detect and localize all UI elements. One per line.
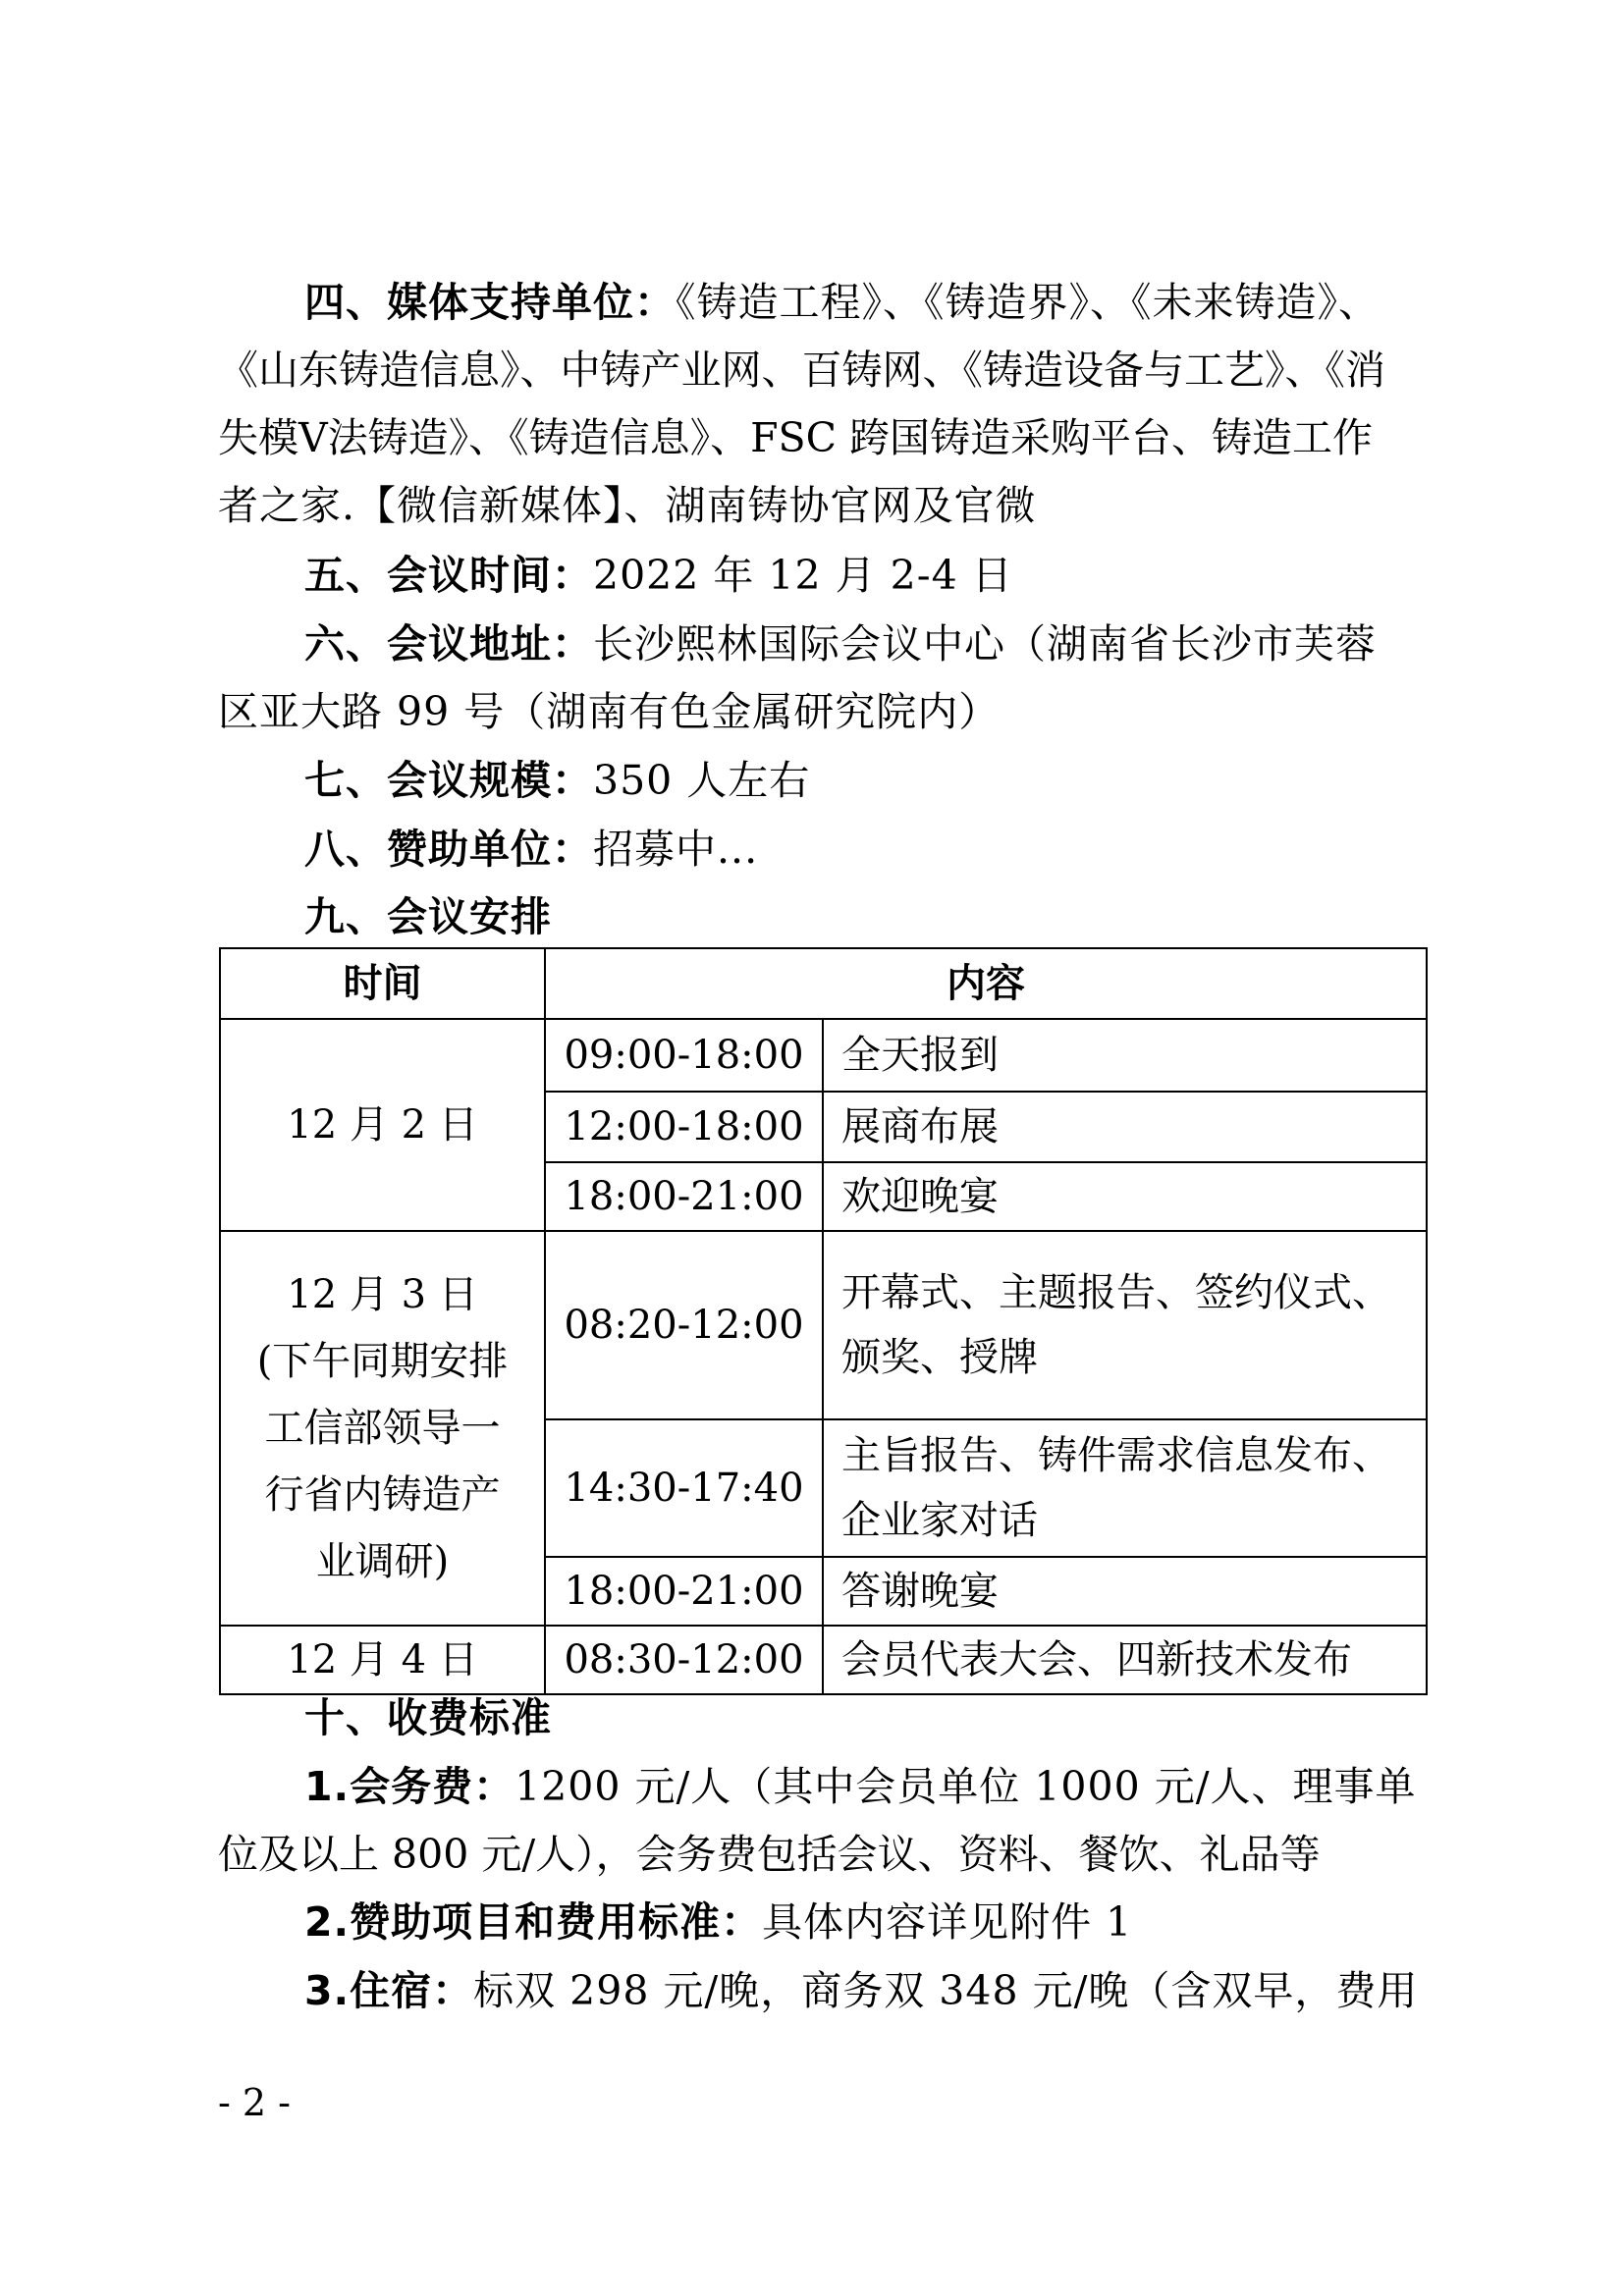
table-row: [220, 1019, 1427, 1092]
day1-row3-content: 欢迎晚宴: [823, 1162, 1427, 1231]
day2-row2-content-line1: 主旨报告、铸件需求信息发布、: [841, 1433, 1391, 1478]
day2-row1-content-line2: 颁奖、授牌: [841, 1335, 1038, 1380]
section-scale-value: 350 人左右: [593, 757, 811, 804]
fee-item-2-label: 2.赞助项目和费用标准：: [304, 1898, 763, 1946]
section-time-value: 2022 年 12 月 2-4 日: [593, 552, 1013, 599]
section-address-line2: 区亚大路 99 号（湖南有色金属研究院内）: [218, 688, 1001, 735]
day2-row2-time: 14:30-17:40: [545, 1419, 823, 1557]
section-time-heading: 五、会议时间：: [304, 552, 593, 599]
section-media-line2: 《山东铸造信息》、中铸产业网、百铸网、《铸造设备与工艺》、《消: [218, 347, 1385, 394]
day2-row1-content-line1: 开幕式、主题报告、签约仪式、: [841, 1270, 1391, 1315]
section-media-heading: 四、媒体支持单位：: [304, 279, 676, 326]
page-number: - 2 -: [218, 2081, 292, 2124]
section-media-line3: 失模Ⅴ法铸造》、《铸造信息》、FSC 跨国铸造采购平台、铸造工作: [218, 414, 1374, 461]
section-time: [304, 552, 1013, 599]
section-media-line1: [304, 279, 1380, 326]
day1-row1-time: 09:00-18:00: [545, 1019, 823, 1092]
section-schedule-heading: 九、会议安排: [304, 893, 552, 940]
table-header-row: [220, 948, 1427, 1019]
section-address-text: 长沙熙林国际会议中心（湖南省长沙市芙蓉: [593, 620, 1377, 667]
day2-row1-time: 08:20-12:00: [545, 1231, 823, 1419]
day2-row1-content-cell: [823, 1231, 1427, 1419]
section-fees-heading: 十、收费标准: [304, 1694, 552, 1741]
fee-item-3-label: 3.住宿：: [304, 1967, 474, 2014]
schedule-table: [219, 947, 1428, 1695]
section-address-line1: [304, 620, 1377, 667]
fee-item-2-text: 具体内容详见附件 1: [762, 1898, 1133, 1946]
day2-row2-content-cell: [823, 1419, 1427, 1557]
day2-date-cell: [220, 1231, 545, 1626]
fee-item-1-line2: 位及以上 800 元/人），会务费包括会议、资料、餐饮、礼品等: [218, 1831, 1321, 1878]
fee-item-3: [304, 1967, 1419, 2014]
section-media-text: 《铸造工程》、《铸造界》、《未来铸造》、: [676, 279, 1380, 326]
day2-row3-content: 答谢晚宴: [823, 1557, 1427, 1626]
fee-item-1-text: 1200 元/人（其中会员单位 1000 元/人、理事单: [514, 1763, 1417, 1810]
day1-date: 12 月 2 日: [220, 1019, 545, 1231]
table-row: [220, 1231, 1427, 1419]
day1-row3-time: 18:00-21:00: [545, 1162, 823, 1231]
day2-date: 12 月 3 日: [287, 1272, 478, 1317]
section-sponsor-heading: 八、赞助单位：: [304, 826, 593, 873]
day1-row1-content: 全天报到: [823, 1019, 1427, 1092]
section-address-heading: 六、会议地址：: [304, 620, 593, 667]
day3-date: 12 月 4 日: [220, 1626, 545, 1694]
section-media-line4: 者之家.【微信新媒体】、湖南铸协官网及官微: [218, 482, 1037, 529]
day3-row1-content: 会员代表大会、四新技术发布: [823, 1626, 1427, 1694]
header-content: 内容: [545, 948, 1427, 1019]
day2-note-line4: 业调研): [315, 1539, 450, 1584]
section-scale-heading: 七、会议规模：: [304, 757, 593, 804]
section-scale: [304, 757, 811, 804]
day1-row2-content: 展商布展: [823, 1092, 1427, 1162]
header-time: 时间: [220, 948, 545, 1019]
day2-row3-time: 18:00-21:00: [545, 1557, 823, 1626]
day1-row2-time: 12:00-18:00: [545, 1092, 823, 1162]
day2-note-line1: (下午同期安排: [256, 1339, 509, 1384]
day2-row2-content-line2: 企业家对话: [841, 1498, 1038, 1543]
section-sponsor: [304, 826, 759, 873]
day3-row1-time: 08:30-12:00: [545, 1626, 823, 1694]
fee-item-1-line1: [304, 1763, 1417, 1810]
fee-item-2: [304, 1898, 1133, 1946]
day2-note-line2: 工信部领导一: [264, 1406, 501, 1451]
table-row: [220, 1626, 1427, 1694]
day2-note-line3: 行省内铸造产: [264, 1472, 501, 1518]
section-sponsor-value: 招募中...: [593, 826, 759, 873]
fee-item-1-label: 1.会务费：: [304, 1763, 515, 1810]
fee-item-3-text: 标双 298 元/晚，商务双 348 元/晚（含双早，费用: [473, 1967, 1419, 2014]
